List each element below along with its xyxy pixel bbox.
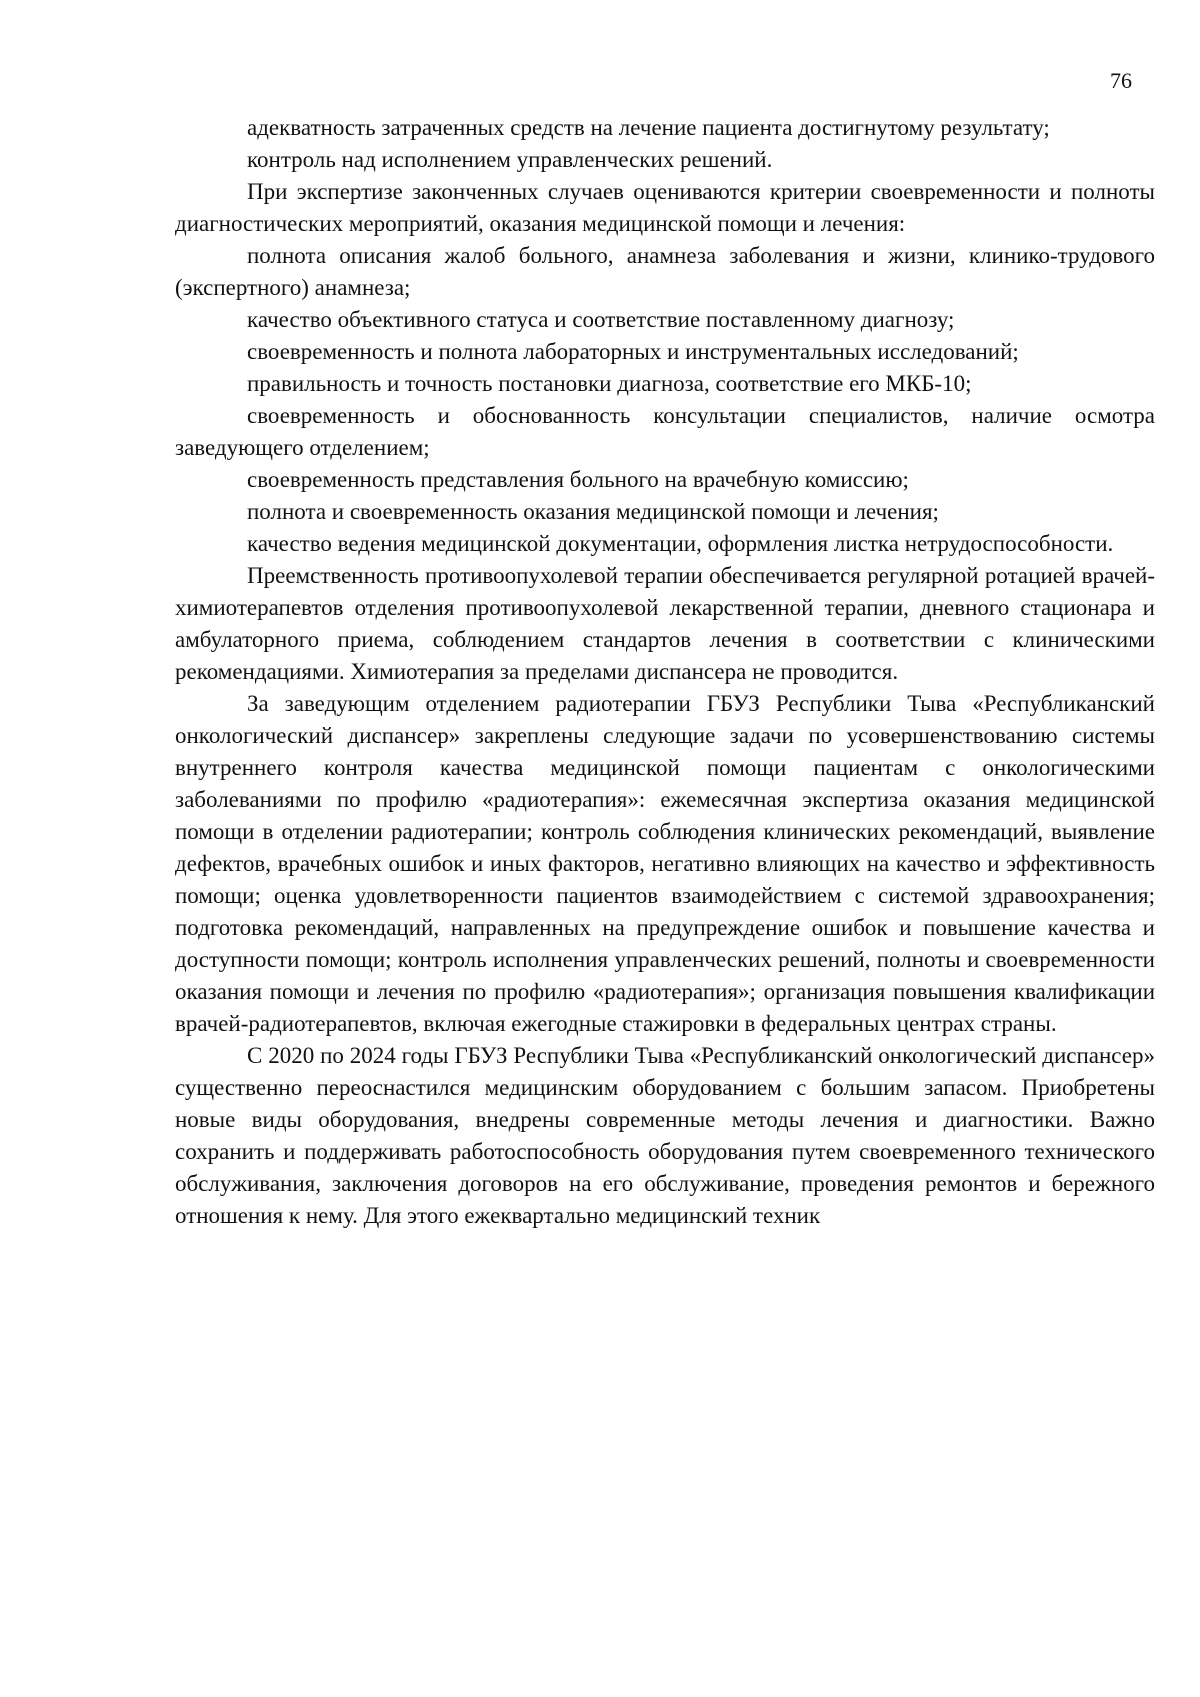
paragraph: контроль над исполнением управленческих решений. [247, 147, 773, 172]
document-body [175, 112, 1155, 1232]
paragraph: Преемственность противоопухолевой терапии обеспечивается регулярной ротацией врачей-химиотерапевтов отделения противоопухолевой лекарственной терапии, дневного стационара и амбулаторного приема, соблюдением стандартов лечения в соответствии с клиническими рекомендациями. Химиотерапия за пределами диспансера не проводится. [175, 563, 1155, 684]
paragraph: правильность и точность постановки диагноза, соответствие его МКБ-10; [247, 371, 972, 396]
paragraph: своевременность представления больного на врачебную комиссию; [247, 467, 909, 492]
paragraph: адекватность затраченных средств на лечение пациента достигнутому результату; [247, 115, 1050, 140]
paragraph: За заведующим отделением радиотерапии ГБУЗ Республики Тыва «Республиканский онкологический диспансер» закреплены следующие задачи по усовершенствованию системы внутреннего контроля качества медицинской помощи пациентам с онкологическими заболеваниями по профилю «радиотерапия»: ежемесячная экспертиза оказания медицинской помощи в отделении радиотерапии; контроль соблюдения клинических рекомендаций, выявление дефектов, врачебных ошибок и иных факторов, негативно влияющих на качество и эффективность помощи; оценка удовлетворенности пациентов взаимодействием с системой здравоохранения; подготовка рекомендаций, направленных на предупреждение ошибок и повышение качества и доступности помощи; контроль исполнения управленческих решений, полноты и своевременности оказания помощи и лечения по профилю «радиотерапия»; организация повышения квалификации врачей-радиотерапевтов, включая ежегодные стажировки в федеральных центрах страны. [175, 691, 1155, 1036]
paragraph: С 2020 по 2024 годы ГБУЗ Республики Тыва «Республиканский онкологический диспансер» существенно переоснастился медицинским оборудованием с большим запасом. Приобретены новые виды оборудования, внедрены современные методы лечения и диагностики. Важно сохранить и поддерживать работоспособность оборудования путем своевременного технического обслуживания, заключения договоров на его обслуживание, проведения ремонтов и бережного отношения к нему. Для этого ежеквартально медицинский техник [175, 1043, 1155, 1228]
paragraph: полнота описания жалоб больного, анамнеза заболевания и жизни, клинико-трудового (экспертного) анамнеза; [175, 243, 1155, 300]
paragraph: качество ведения медицинской документации, оформления листка нетрудоспособности. [247, 531, 1114, 556]
paragraph: своевременность и полнота лабораторных и инструментальных исследований; [247, 339, 1019, 364]
paragraph: полнота и своевременность оказания медицинской помощи и лечения; [247, 499, 939, 524]
paragraph: своевременность и обоснованность консультации специалистов, наличие осмотра заведующего отделением; [175, 403, 1155, 460]
paragraph: При экспертизе законченных случаев оцениваются критерии своевременности и полноты диагностических мероприятий, оказания медицинской помощи и лечения: [175, 179, 1155, 236]
paragraph: качество объективного статуса и соответствие поставленному диагнозу; [247, 307, 955, 332]
page-number: 76 [1110, 68, 1132, 93]
